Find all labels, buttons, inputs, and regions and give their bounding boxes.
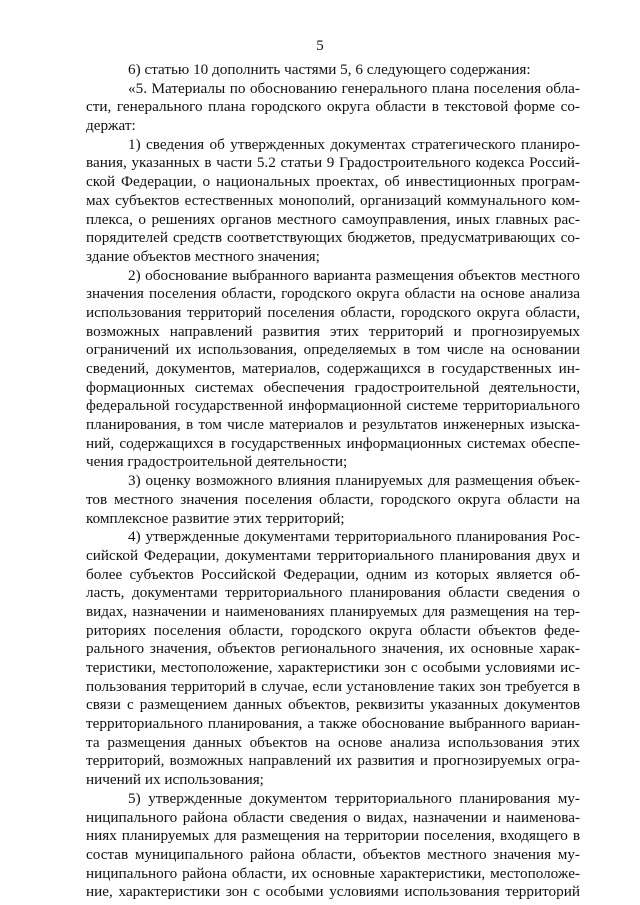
text-line: комплексное развитие этих территорий; xyxy=(86,509,345,527)
text-line: сведений, документов, материалов, содержащихся в государственных ин- xyxy=(86,360,580,377)
text-line: ниципального района области сведения о видах, назначении и наименова- xyxy=(86,808,580,826)
text-line: состав муниципального района области, объектов местного значения му- xyxy=(86,845,580,863)
text-line: формационных системах обеспечения градостроительной деятельности, xyxy=(86,378,580,396)
text-line: территорий, возможных направлений их развития и прогнозируемых огра- xyxy=(86,752,580,770)
text-line: ниципального района области, их основные характеристики, местоположе- xyxy=(86,864,580,882)
text-line: мах субъектов естественных монополий, организаций коммунального ком- xyxy=(86,191,580,209)
text-line: та размещения данных объектов на основе анализа использования этих xyxy=(86,733,580,751)
text-line: ласть, документами территориального планирования области сведения о xyxy=(86,584,580,602)
text-line: «5. Материалы по обоснованию генерального плана поселения обла- xyxy=(128,79,580,97)
page-number: 5 xyxy=(316,38,324,54)
text-line: вания, указанных в части 5.2 статьи 9 Градостроительного кодекса Россий- xyxy=(86,154,580,172)
text-line: держат: xyxy=(86,117,136,135)
text-line: территориального планирования, а также обоснование выбранного вариан- xyxy=(86,715,580,733)
text-line: теристики, местоположение, характеристики зон с особыми условиями ис- xyxy=(86,659,580,676)
text-line: ний, содержащихся в государственных информационных системах обеспе- xyxy=(86,434,580,452)
text-line: 1) сведения об утвержденных документах стратегического планиро- xyxy=(128,135,580,153)
text-line: ниях планируемых для размещения на территории поселения, входящего в xyxy=(86,827,580,845)
text-line: здание объектов местного значения; xyxy=(86,247,320,265)
text-line: ской Федерации, о национальных проектах, об инвестиционных програм- xyxy=(86,173,580,191)
text-line: возможных направлений развития этих территорий и прогнозируемых xyxy=(86,322,580,340)
text-line: тов местного значения поселения области, городского округа области на xyxy=(86,490,580,508)
text-line: рального значения, объектов регионального значения, их основные харак- xyxy=(86,640,580,658)
text-line: сти, генерального плана городского округа области в текстовой форме со- xyxy=(86,98,580,116)
text-line: 6) статью 10 дополнить частями 5, 6 следующего содержания: xyxy=(128,61,531,78)
text-line: риториях поселения области, городского округа области объектов феде- xyxy=(86,621,580,639)
text-line: значения поселения области, городского округа области на основе анализа xyxy=(86,285,580,303)
text-line: связи с размещением данных объектов, реквизиты указанных документов xyxy=(86,696,580,714)
text-line: чения градостроительной деятельности; xyxy=(86,453,348,471)
text-line: пользования территорий в случае, если установление таких зон требуется в xyxy=(86,677,580,695)
text-line: ние, характеристики зон с особыми условиями использования территорий xyxy=(86,883,580,901)
text-line: более субъектов Российской Федерации, одним из которых является об- xyxy=(86,565,580,583)
text-line: плекса, о решениях органов местного самоуправления, иных главных рас- xyxy=(86,210,580,228)
text-line: ничений их использования; xyxy=(86,771,264,789)
text-line: 4) утвержденные документами территориального планирования Рос- xyxy=(128,528,580,546)
text-line: использования территорий поселения области, городского округа области, xyxy=(86,303,580,321)
text-line: федеральной государственной информационной системе территориального xyxy=(86,397,580,415)
text-line: ограничений их использования, определяемых в том числе на основании xyxy=(86,341,580,359)
text-line: планирования, в том числе материалов и результатов инженерных изыска- xyxy=(86,416,580,434)
text-line: сийской Федерации, документами территориального планирования двух и xyxy=(86,546,580,564)
text-line: порядителей средств соответствующих бюджетов, предусматривающих со- xyxy=(86,229,580,247)
text-line: 5) утвержденные документом территориального планирования му- xyxy=(128,789,580,807)
text-line: 2) обоснование выбранного варианта размещения объектов местного xyxy=(128,266,580,284)
document-body xyxy=(86,61,580,902)
text-line: 3) оценку возможного влияния планируемых для размещения объек- xyxy=(128,472,580,490)
text-line: видах, назначении и наименованиях планируемых для размещения на тер- xyxy=(86,602,580,620)
